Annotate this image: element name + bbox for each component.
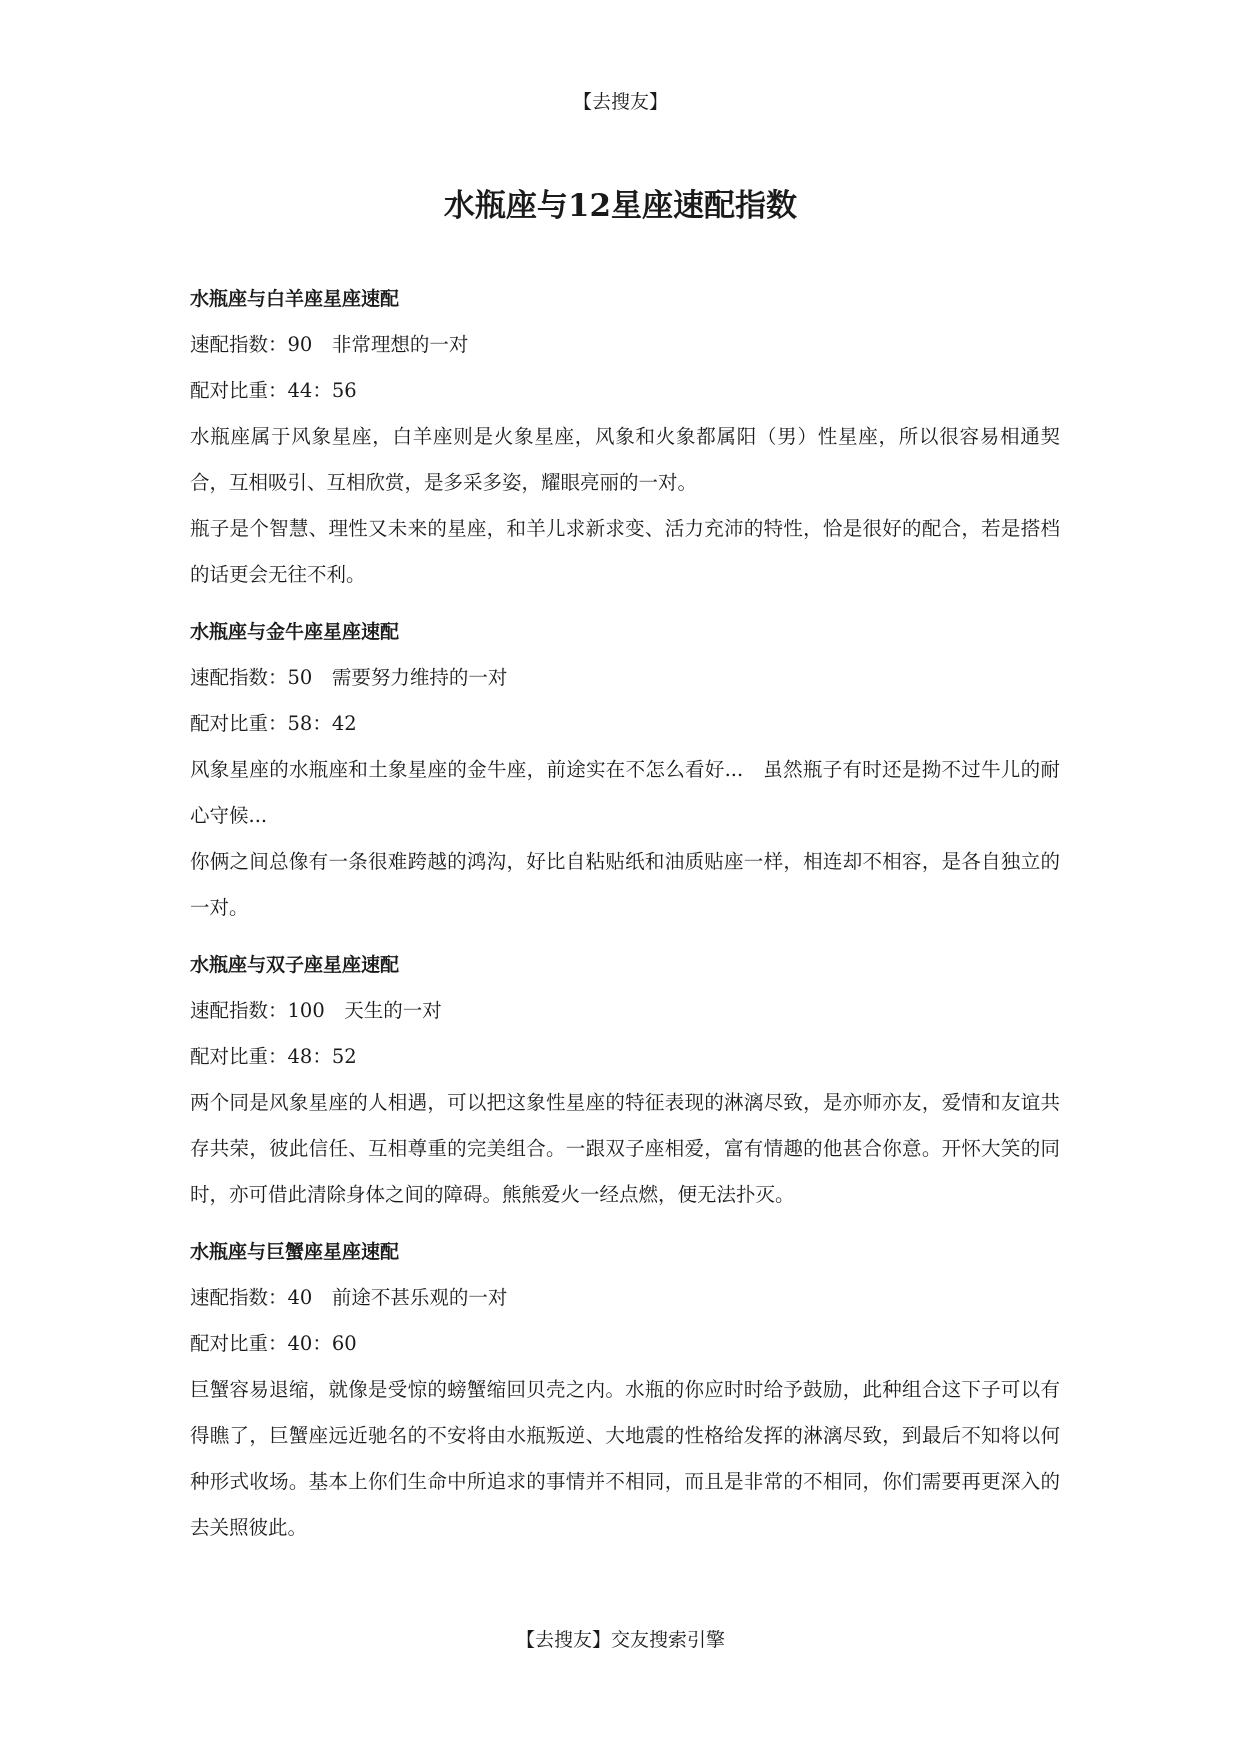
section-paragraph: 你俩之间总像有一条很难跨越的鸿沟，好比自粘贴纸和油质贴座一样，相连却不相容，是各自独立的一对。: [190, 850, 1060, 919]
section-aries: [190, 276, 1060, 598]
match-index-line: 速配指数：90 非常理想的一对: [190, 333, 469, 356]
section-heading: 水瓶座与巨蟹座星座速配: [190, 1241, 400, 1263]
section-paragraph: 水瓶座属于风象星座，白羊座则是火象星座，风象和火象都属阳（男）性星座，所以很容易相通契合，互相吸引、互相欣赏，是多采多姿，耀眼亮丽的一对。: [190, 425, 1060, 494]
section-paragraph: 两个同是风象星座的人相遇，可以把这象性星座的特征表现的淋漓尽致，是亦师亦友，爱情和友谊共存共荣，彼此信任、互相尊重的完美组合。一跟双子座相爱，富有情趣的他甚合你意。开怀大笑的同时，亦可借此清除身体之间的障碍。熊熊爱火一经点燃，便无法扑灭。: [190, 1091, 1060, 1206]
document-body: [190, 276, 1060, 1562]
section-heading: 水瓶座与金牛座星座速配: [190, 621, 400, 643]
section-gemini: [190, 942, 1060, 1218]
section-paragraph: 巨蟹容易退缩，就像是受惊的螃蟹缩回贝壳之内。水瓶的你应时时给予鼓励，此种组合这下子可以有得瞧了，巨蟹座远近驰名的不安将由水瓶叛逆、大地震的性格给发挥的淋漓尽致，到最后不知将以何种形式收场。基本上你们生命中所追求的事情并不相同，而且是非常的不相同，你们需要再更深入的去关照彼此。: [190, 1378, 1060, 1539]
section-heading: 水瓶座与双子座星座速配: [190, 954, 400, 976]
match-index-line: 速配指数：50 需要努力维持的一对: [190, 666, 508, 689]
section-cancer: [190, 1229, 1060, 1551]
section-paragraph: 风象星座的水瓶座和土象星座的金牛座，前途实在不怎么看好... 虽然瓶子有时还是拗不过牛儿的耐心守候...: [190, 758, 1060, 827]
section-taurus: [190, 609, 1060, 931]
match-ratio-line: 配对比重：40：60: [190, 1332, 357, 1355]
match-index-line: 速配指数：100 天生的一对: [190, 999, 442, 1022]
page-footer: 【去搜友】交友搜索引擎: [515, 1629, 725, 1651]
match-ratio-line: 配对比重：58：42: [190, 712, 357, 735]
match-index-line: 速配指数：40 前途不甚乐观的一对: [190, 1286, 508, 1309]
section-heading: 水瓶座与白羊座星座速配: [190, 288, 400, 310]
match-ratio-line: 配对比重：48：52: [190, 1045, 357, 1068]
page-header: 【去搜友】: [572, 91, 668, 113]
match-ratio-line: 配对比重：44：56: [190, 379, 357, 402]
section-paragraph: 瓶子是个智慧、理性又未来的星座，和羊儿求新求变、活力充沛的特性，恰是很好的配合，若是搭档的话更会无往不利。: [190, 517, 1060, 586]
document-title: 水瓶座与12星座速配指数: [443, 188, 798, 224]
